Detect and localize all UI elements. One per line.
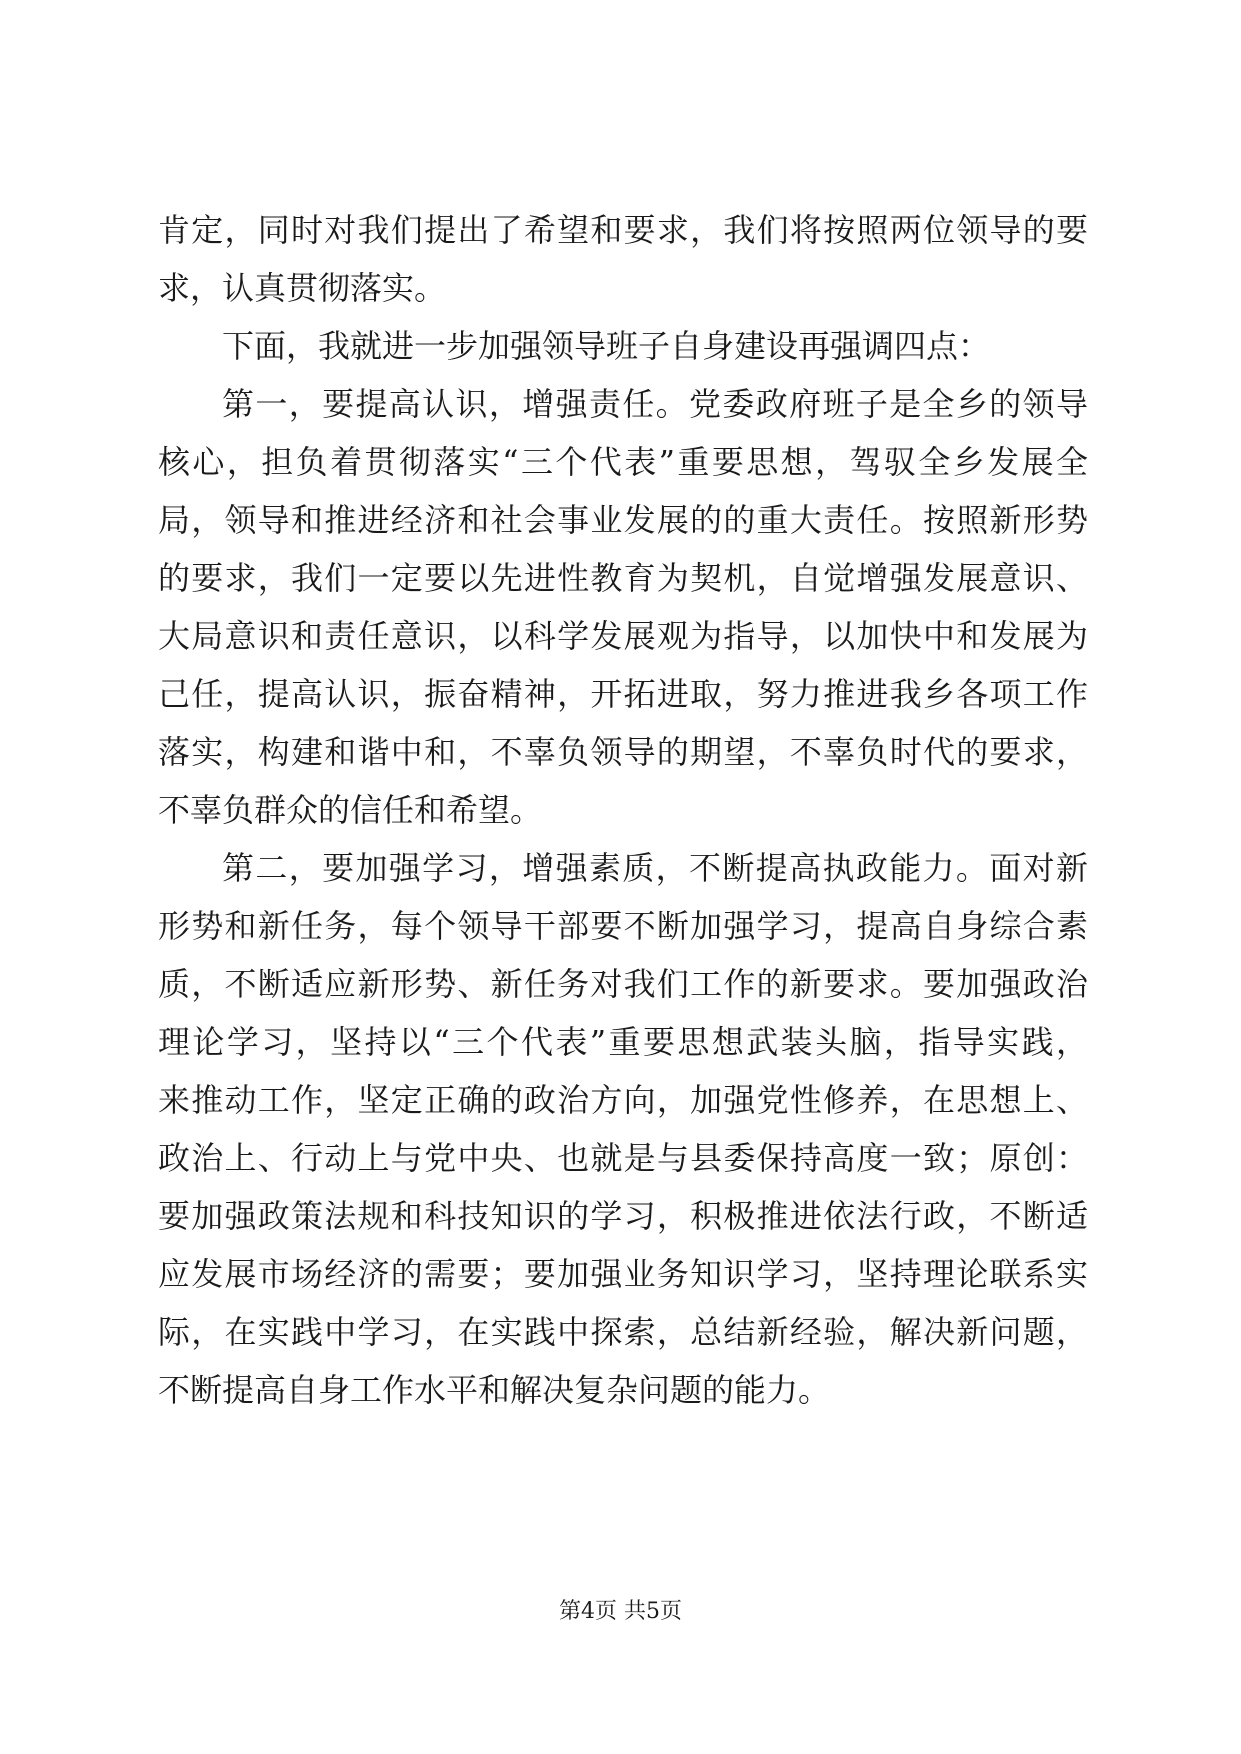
text-line: 要加强政策法规和科技知识的学习，积极推进依法行政，不断适 <box>158 1197 1088 1235</box>
text-line: 来推动工作，坚定正确的政治方向，加强党性修养，在思想上、 <box>158 1081 1088 1119</box>
text-line: 肯定，同时对我们提出了希望和要求，我们将按照两位领导的要 <box>158 211 1088 249</box>
text-line: 际，在实践中学习，在实践中探索，总结新经验，解决新问题， <box>158 1313 1088 1351</box>
text-line: 不辜负群众的信任和希望。 <box>158 791 543 829</box>
text-line: 核心，担负着贯彻落实“三个代表”重要思想，驾驭全乡发展全 <box>158 443 1088 481</box>
text-line: 局，领导和推进经济和社会事业发展的的重大责任。按照新形势 <box>158 501 1088 539</box>
text-line: 的要求，我们一定要以先进性教育为契机，自觉增强发展意识、 <box>158 559 1088 597</box>
text-line: 政治上、行动上与党中央、也就是与县委保持高度一致；原创： <box>158 1139 1088 1177</box>
text-line: 下面，我就进一步加强领导班子自身建设再强调四点： <box>222 327 991 365</box>
text-line: 不断提高自身工作水平和解决复杂问题的能力。 <box>158 1371 831 1409</box>
text-line: 第一，要提高认识，增强责任。党委政府班子是全乡的领导 <box>222 385 1088 423</box>
text-line: 求，认真贯彻落实。 <box>158 269 447 307</box>
text-line: 形势和新任务，每个领导干部要不断加强学习，提高自身综合素 <box>158 907 1088 945</box>
text-line: 第二，要加强学习，增强素质，不断提高执政能力。面对新 <box>222 849 1088 887</box>
text-line: 应发展市场经济的需要；要加强业务知识学习，坚持理论联系实 <box>158 1255 1088 1293</box>
page-footer: 第4页 共5页 <box>559 1599 682 1624</box>
text-line: 质，不断适应新形势、新任务对我们工作的新要求。要加强政治 <box>158 965 1088 1003</box>
text-line: 理论学习，坚持以“三个代表”重要思想武装头脑，指导实践， <box>158 1023 1088 1061</box>
text-line: 落实，构建和谐中和，不辜负领导的期望，不辜负时代的要求， <box>158 733 1088 771</box>
text-line: 大局意识和责任意识，以科学发展观为指导，以加快中和发展为 <box>158 617 1088 655</box>
text-line: 己任，提高认识，振奋精神，开拓进取，努力推进我乡各项工作 <box>158 675 1088 713</box>
